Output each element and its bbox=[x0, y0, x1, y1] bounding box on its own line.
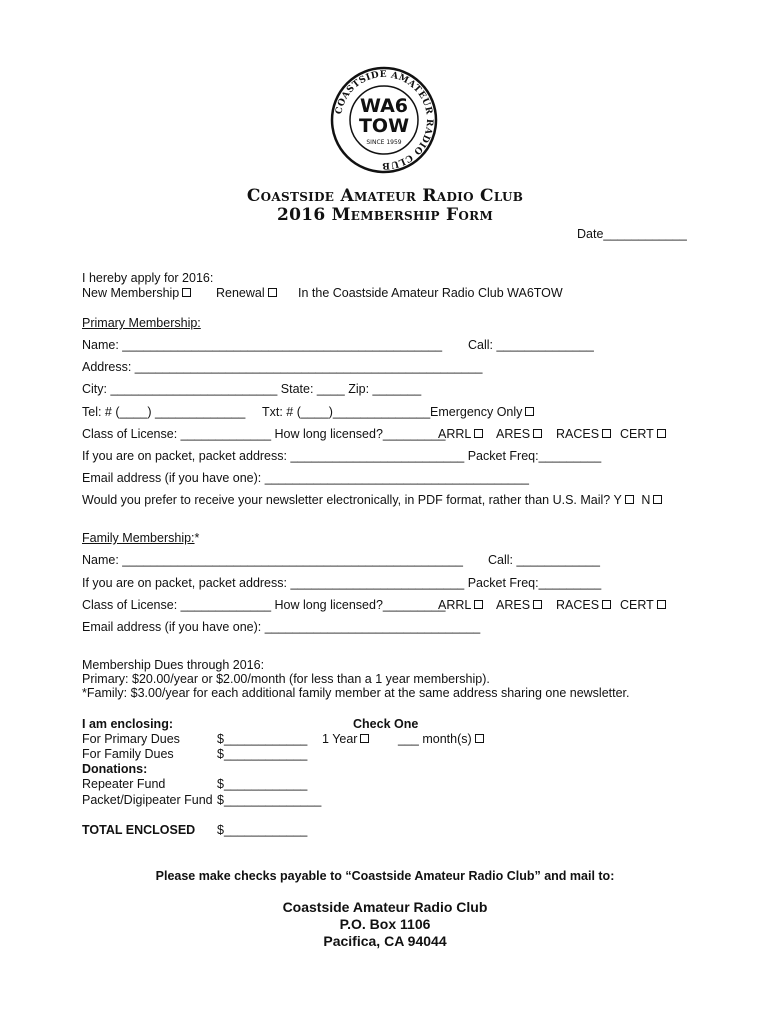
family-cert-checkbox[interactable] bbox=[657, 600, 666, 609]
check-one-heading: Check One bbox=[353, 717, 419, 731]
primary-email-field[interactable]: Email address (if you have one): ______________________________________ bbox=[82, 471, 529, 485]
packet-fund-amount[interactable]: $______________ bbox=[217, 793, 322, 807]
races-label: RACES bbox=[556, 427, 600, 441]
ares-label: ARES bbox=[496, 427, 531, 441]
primary-class-license[interactable]: Class of License: _____________ How long licensed?_________ bbox=[82, 427, 446, 441]
renewal-option[interactable] bbox=[216, 286, 277, 301]
family-heading-row bbox=[82, 531, 199, 546]
primary-races-option[interactable] bbox=[556, 427, 611, 442]
packet-fund-label: Packet/Digipeater Fund bbox=[82, 793, 213, 807]
apply-text: I hereby apply for 2016: bbox=[82, 271, 214, 285]
primary-cert-option[interactable] bbox=[620, 427, 666, 442]
newsletter-question[interactable] bbox=[82, 493, 662, 508]
cert-label: CERT bbox=[620, 427, 654, 441]
family-dues-amount[interactable]: $____________ bbox=[217, 747, 308, 761]
mail-line1: Coastside Amateur Radio Club bbox=[282, 899, 488, 915]
months-label: ___ month(s) bbox=[398, 732, 472, 746]
cert-checkbox[interactable] bbox=[657, 429, 666, 438]
dues-line1: Membership Dues through 2016: bbox=[82, 658, 265, 672]
renewal-label: Renewal bbox=[216, 286, 265, 300]
payable-instructions: Please make checks payable to “Coastside Amateur Radio Club” and mail to: bbox=[155, 869, 615, 883]
family-email-field[interactable]: Email address (if you have one): _______________________________ bbox=[82, 620, 481, 634]
newsletter-no-checkbox[interactable] bbox=[653, 495, 662, 504]
family-ares-label: ARES bbox=[496, 598, 531, 612]
primary-dues-label: For Primary Dues bbox=[82, 732, 180, 746]
family-races-checkbox[interactable] bbox=[602, 600, 611, 609]
emergency-only-label: Emergency Only bbox=[430, 405, 523, 419]
donations-heading: Donations: bbox=[82, 762, 148, 776]
primary-dues-amount[interactable]: $____________ bbox=[217, 732, 308, 746]
primary-name-field[interactable]: Name: ______________________________________________ bbox=[82, 338, 443, 352]
one-year-checkbox[interactable] bbox=[360, 734, 369, 743]
new-membership-checkbox[interactable] bbox=[182, 288, 191, 297]
mail-line2: P.O. Box 1106 bbox=[339, 916, 431, 932]
family-dues-label: For Family Dues bbox=[82, 747, 174, 761]
months-checkbox[interactable] bbox=[475, 734, 484, 743]
family-call-field[interactable]: Call: ____________ bbox=[488, 553, 600, 567]
mailing-address bbox=[0, 899, 770, 950]
family-packet-field[interactable]: If you are on packet, packet address: _________________________ Packet Freq:_________ bbox=[82, 576, 602, 590]
newsletter-yes-checkbox[interactable] bbox=[625, 495, 634, 504]
club-text: In the Coastside Amateur Radio Club WA6TOW bbox=[298, 286, 563, 300]
primary-arrl-option[interactable] bbox=[438, 427, 483, 442]
date-field[interactable]: Date____________ bbox=[577, 227, 687, 241]
family-cert-label: CERT bbox=[620, 598, 654, 612]
total-enclosed-label: TOTAL ENCLOSED bbox=[82, 823, 196, 837]
family-heading: Family Membership: bbox=[82, 531, 195, 545]
races-checkbox[interactable] bbox=[602, 429, 611, 438]
title-line2: 2016 Membership Form bbox=[276, 205, 494, 225]
title-line1: Coastside Amateur Radio Club bbox=[246, 186, 524, 206]
family-class-license[interactable]: Class of License: _____________ How long licensed?_________ bbox=[82, 598, 446, 612]
emergency-only-option[interactable] bbox=[430, 405, 534, 420]
family-races-option[interactable] bbox=[556, 598, 611, 613]
family-ares-checkbox[interactable] bbox=[533, 600, 542, 609]
arrl-label: ARRL bbox=[438, 427, 472, 441]
newsletter-no-label: N bbox=[641, 493, 651, 507]
family-races-label: RACES bbox=[556, 598, 600, 612]
enclosing-heading: I am enclosing: bbox=[82, 717, 173, 731]
svg-text:TOW: TOW bbox=[358, 115, 410, 137]
primary-heading: Primary Membership: bbox=[82, 316, 201, 330]
renewal-checkbox[interactable] bbox=[268, 288, 277, 297]
ares-checkbox[interactable] bbox=[533, 429, 542, 438]
family-ares-option[interactable] bbox=[496, 598, 542, 613]
family-arrl-option[interactable] bbox=[438, 598, 483, 613]
one-year-option[interactable] bbox=[322, 732, 369, 747]
months-option[interactable] bbox=[398, 732, 484, 747]
family-cert-option[interactable] bbox=[620, 598, 666, 613]
svg-text:WA6: WA6 bbox=[359, 95, 409, 117]
primary-packet-field[interactable]: If you are on packet, packet address: _________________________ Packet Freq:_________ bbox=[82, 449, 602, 463]
primary-ares-option[interactable] bbox=[496, 427, 542, 442]
family-arrl-checkbox[interactable] bbox=[474, 600, 483, 609]
primary-address-field[interactable]: Address: __________________________________________________ bbox=[82, 360, 483, 374]
family-asterisk: * bbox=[194, 531, 200, 545]
primary-city-state-zip[interactable]: City: ________________________ State: ____ Zip: _______ bbox=[82, 382, 422, 396]
repeater-fund-amount[interactable]: $____________ bbox=[217, 777, 308, 791]
family-name-field[interactable]: Name: _________________________________________________ bbox=[82, 553, 463, 567]
new-membership-label: New Membership bbox=[82, 286, 180, 300]
primary-tel-field[interactable]: Tel: # (____) _____________ bbox=[82, 405, 246, 419]
form-title bbox=[0, 187, 770, 225]
one-year-label: 1 Year bbox=[322, 732, 358, 746]
emergency-only-checkbox[interactable] bbox=[525, 407, 534, 416]
family-arrl-label: ARRL bbox=[438, 598, 472, 612]
new-membership-option[interactable] bbox=[82, 286, 191, 301]
mail-line3: Pacifica, CA 94044 bbox=[323, 933, 447, 949]
dues-line3: *Family: $3.00/year for each additional family member at the same address sharing one newsletter. bbox=[82, 686, 630, 700]
primary-txt-field[interactable]: Txt: # (____)______________ bbox=[262, 405, 431, 419]
club-logo-seal bbox=[330, 66, 438, 174]
total-enclosed-amount[interactable]: $____________ bbox=[217, 823, 308, 837]
primary-call-field[interactable]: Call: ______________ bbox=[468, 338, 594, 352]
svg-text:COASTSIDE AMATEUR RADIO CLUB: COASTSIDE AMATEUR RADIO CLUB bbox=[334, 69, 435, 171]
arrl-checkbox[interactable] bbox=[474, 429, 483, 438]
svg-text:SINCE 1959: SINCE 1959 bbox=[366, 139, 402, 146]
dues-line2: Primary: $20.00/year or $2.00/month (for less than a 1 year membership). bbox=[82, 672, 490, 686]
newsletter-label: Would you prefer to receive your newsletter electronically, in PDF format, rather than U.S. Mail? Y bbox=[82, 493, 622, 507]
repeater-fund-label: Repeater Fund bbox=[82, 777, 166, 791]
